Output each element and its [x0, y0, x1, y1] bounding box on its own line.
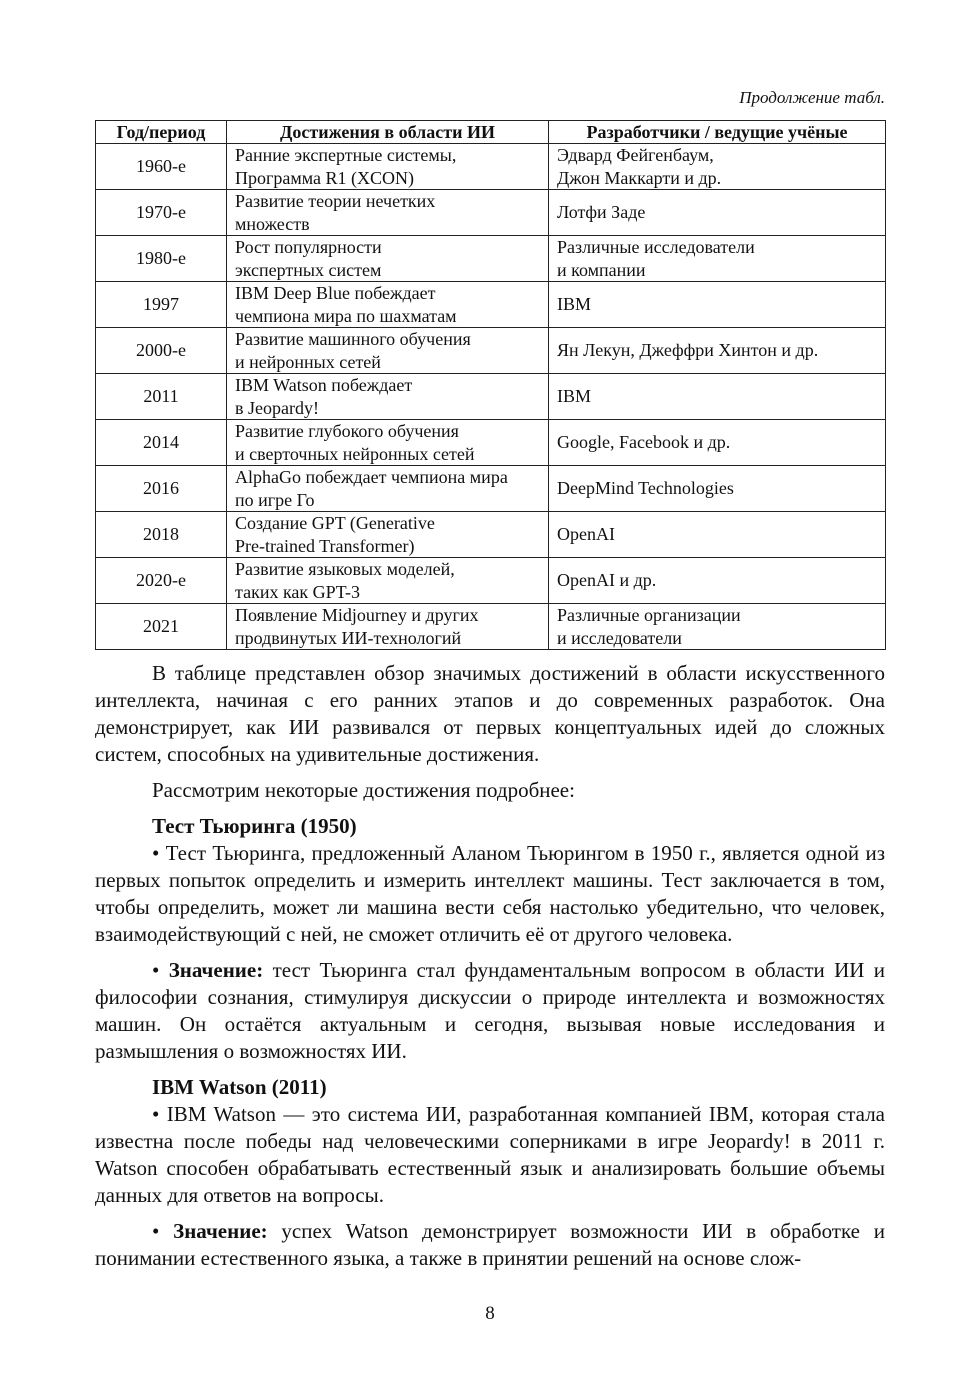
cell-developers	[549, 558, 886, 604]
achievement-line: продвинутых ИИ-технологий	[235, 627, 462, 648]
cell-year: 2020-е	[96, 558, 227, 604]
developers-line: OpenAI	[557, 524, 615, 545]
achievement-line: Создание GPT (Generative	[235, 513, 435, 533]
table-row	[96, 420, 886, 466]
table-continuation-caption: Продолжение табл.	[739, 88, 885, 107]
developers-line: DeepMind Technologies	[557, 478, 734, 499]
cell-achievement	[227, 144, 549, 190]
developers-line: Джон Маккарти и др.	[557, 167, 722, 188]
developers-line: и компании	[557, 259, 646, 280]
table-row	[96, 466, 886, 512]
paragraph-turing-description: • Тест Тьюринга, предложенный Аланом Тьюрингом в 1950 г., является одной из первых попыток определить и измерить интеллект машины. Тест заключается в том, чтобы определить, может ли машина вести себя настолько убедительно, что человек, взаимодействующий с ней, не сможет отличить её от другого человека.	[95, 841, 885, 946]
cell-developers	[549, 374, 886, 420]
achievement-line: в Jeopardy!	[235, 397, 319, 418]
paragraph-intro: Рассмотрим некоторые достижения подробнее:	[152, 778, 575, 802]
achievement-line: чемпиона мира по шахматам	[235, 305, 457, 326]
developers-line: IBM	[557, 386, 592, 407]
table-row	[96, 144, 886, 190]
cell-year: 2014	[96, 420, 227, 466]
achievement-line: по игре Го	[235, 489, 315, 510]
developers-line: IBM	[557, 294, 592, 315]
significance-label: Значение:	[168, 958, 264, 982]
table-row	[96, 282, 886, 328]
table-row	[96, 328, 886, 374]
cell-achievement	[227, 374, 549, 420]
developers-line: и исследователи	[557, 627, 682, 648]
developers-line: Эдвард Фейгенбаум,	[557, 145, 714, 165]
table-row	[96, 236, 886, 282]
developers-line: Различные организации	[557, 605, 741, 625]
table-row	[96, 604, 886, 650]
cell-developers	[549, 236, 886, 282]
cell-achievement	[227, 190, 549, 236]
ai-achievements-table	[95, 120, 886, 650]
cell-achievement	[227, 328, 549, 374]
cell-achievement	[227, 558, 549, 604]
cell-year: 1960-е	[96, 144, 227, 190]
paragraph-watson-description: • IBM Watson — это система ИИ, разработанная компанией IBM, которая стала известна после победы над человеческими соперниками в игре Jeopardy! в 2011 г. Watson способен обрабатывать естественный язык и анализировать большие объемы данных для ответов на вопросы.	[95, 1102, 885, 1207]
cell-year: 2016	[96, 466, 227, 512]
cell-achievement	[227, 512, 549, 558]
header-year: Год/период	[96, 121, 227, 144]
achievement-line: и нейронных сетей	[235, 351, 381, 372]
achievement-line: AlphaGo побеждает чемпиона мира	[235, 467, 508, 487]
paragraph-overview: В таблице представлен обзор значимых достижений в области искусственного интеллекта, начиная с его ранних этапов и до современных разработок. Она демонстрирует, как ИИ развивался от первых концептуальных идей до сложных систем, способных на удивительные достижения.	[95, 661, 885, 766]
cell-developers	[549, 282, 886, 328]
achievement-line: Развитие языковых моделей,	[235, 559, 455, 579]
cell-developers	[549, 604, 886, 650]
significance-text: успех Watson демонстрирует возможности ИИ в обработке и понимании естественного языка, а также в принятии решений на основе слож-	[95, 1219, 885, 1270]
table-row	[96, 374, 886, 420]
cell-achievement	[227, 604, 549, 650]
developers-line: Лотфи Заде	[557, 202, 646, 223]
achievement-line: Рост популярности	[235, 237, 382, 257]
achievement-line: IBM Watson побеждает	[235, 375, 413, 395]
achievement-line: множеств	[235, 213, 310, 234]
cell-year: 2011	[96, 374, 227, 420]
significance-text: тест Тьюринга стал фундаментальным вопросом в области ИИ и философии сознания, стимулируя дискуссии о природе интеллекта и возможностях машин. Он остаётся актуальным и сегодня, вызывая новые исследования и размышления о возможностях ИИ.	[95, 958, 885, 1063]
table-body	[96, 144, 886, 650]
heading-turing-test: Тест Тьюринга (1950)	[152, 814, 357, 838]
cell-developers	[549, 512, 886, 558]
page-number: 8	[485, 1303, 495, 1324]
achievement-line: таких как GPT-3	[235, 581, 361, 602]
achievement-line: Появление Midjourney и других	[235, 605, 479, 625]
paragraph-turing-significance	[95, 957, 885, 1065]
cell-developers	[549, 466, 886, 512]
table-header-row	[96, 121, 886, 144]
header-achievements: Достижения в области ИИ	[227, 121, 549, 144]
developers-line: Ян Лекун, Джеффри Хинтон и др.	[557, 340, 819, 361]
cell-achievement	[227, 236, 549, 282]
table-row	[96, 558, 886, 604]
table-row	[96, 512, 886, 558]
paragraph-watson-significance	[95, 1218, 885, 1272]
page	[95, 88, 885, 1272]
bullet: •	[152, 958, 169, 982]
developers-line: OpenAI и др.	[557, 570, 657, 591]
achievement-line: экспертных систем	[235, 259, 382, 280]
cell-developers	[549, 328, 886, 374]
cell-year: 1997	[96, 282, 227, 328]
developers-line: Различные исследователи	[557, 237, 755, 257]
cell-year: 2000-е	[96, 328, 227, 374]
achievement-line: Развитие теории нечетких	[235, 191, 436, 211]
significance-label: Значение:	[173, 1219, 268, 1243]
cell-year: 2021	[96, 604, 227, 650]
cell-developers	[549, 144, 886, 190]
developers-line: Google, Facebook и др.	[557, 432, 731, 453]
table-row	[96, 190, 886, 236]
cell-year: 1970-е	[96, 190, 227, 236]
cell-developers	[549, 190, 886, 236]
cell-achievement	[227, 420, 549, 466]
achievement-line: Pre-trained Transformer)	[235, 535, 415, 556]
header-developers: Разработчики / ведущие учёные	[549, 121, 886, 144]
bullet: •	[152, 1219, 174, 1243]
body-text	[95, 660, 885, 1272]
achievement-line: Программа R1 (XCON)	[235, 167, 415, 188]
achievement-line: IBM Deep Blue побеждает	[235, 283, 436, 303]
achievement-line: Развитие глубокого обучения	[235, 421, 459, 441]
cell-year: 2018	[96, 512, 227, 558]
cell-year: 1980-е	[96, 236, 227, 282]
cell-developers	[549, 420, 886, 466]
heading-ibm-watson: IBM Watson (2011)	[152, 1075, 327, 1099]
achievement-line: Ранние экспертные системы,	[235, 145, 457, 165]
achievement-line: и сверточных нейронных сетей	[235, 443, 475, 464]
cell-achievement	[227, 282, 549, 328]
cell-achievement	[227, 466, 549, 512]
achievement-line: Развитие машинного обучения	[235, 329, 471, 349]
